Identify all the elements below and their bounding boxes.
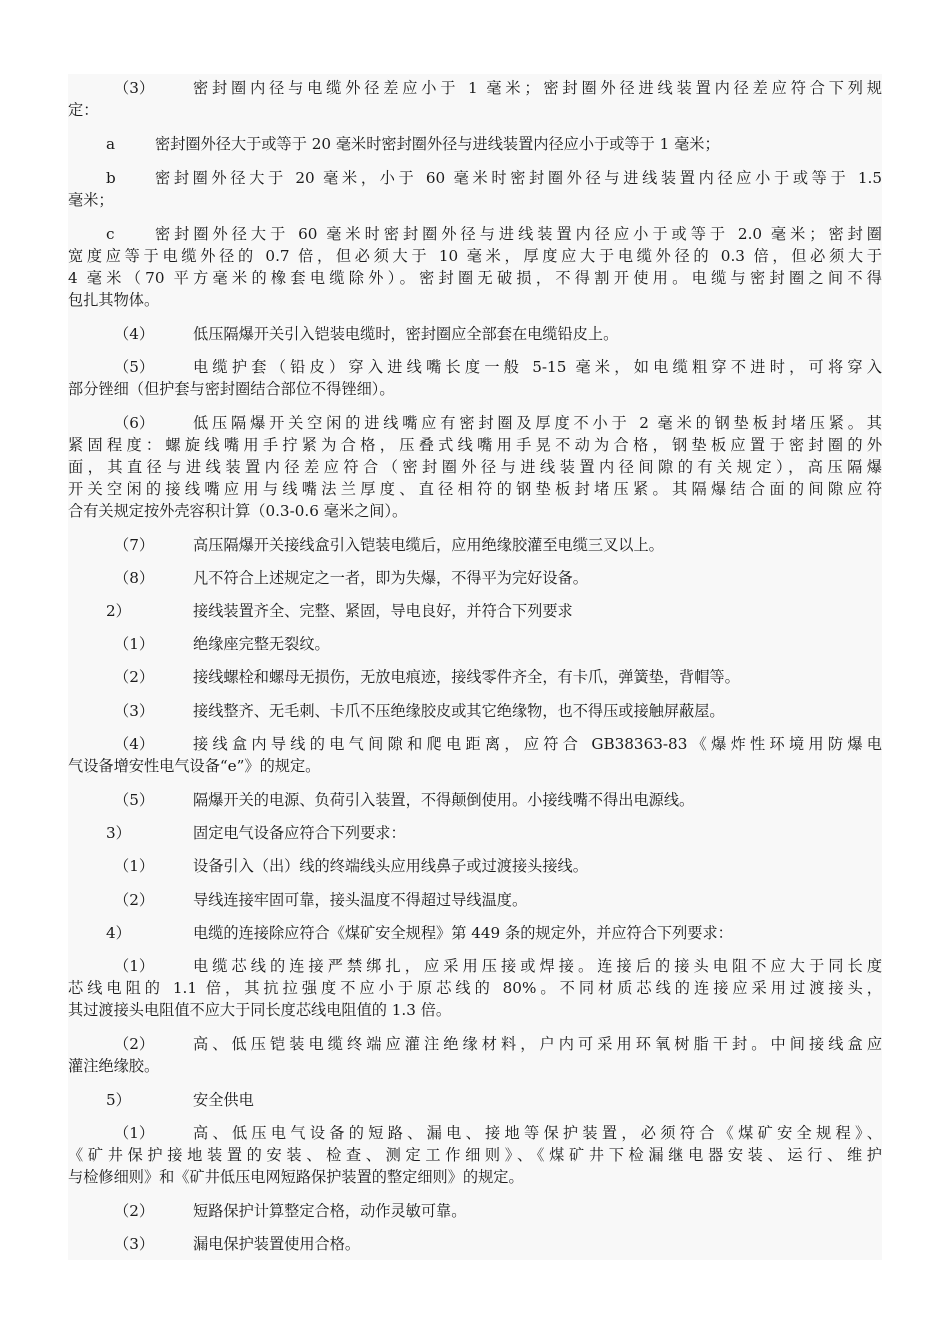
paragraph-line: 高压隔爆开关接线盒引入铠装电缆后，应用绝缘胶灌至电缆三叉以上。 — [193, 536, 664, 554]
paragraph — [68, 1089, 882, 1111]
paragraph — [68, 1233, 882, 1255]
paragraph — [68, 822, 882, 844]
item-label: 2） — [106, 602, 131, 620]
item-label: （4） — [114, 325, 155, 343]
item-label: （2） — [114, 1202, 155, 1220]
item-label: （6） — [114, 414, 155, 432]
paragraph-line: 合有关规定按外壳容积计算（0.3-0.6 毫米之间）。 — [68, 502, 408, 520]
paragraph — [68, 567, 882, 589]
paragraph-line: 电缆护套（铅皮）穿入进线嘴长度一般 5-15 毫米，如电缆粗穿不进时，可将穿入 — [193, 358, 882, 376]
paragraph — [68, 700, 882, 722]
paragraph-line: 接线装置齐全、完整、紧固，导电良好，并符合下列要求 — [193, 602, 573, 620]
item-label: （2） — [114, 1035, 155, 1053]
item-label: （8） — [114, 569, 155, 587]
item-label: 3） — [106, 824, 131, 842]
paragraph — [68, 77, 882, 121]
item-label: （1） — [114, 635, 155, 653]
paragraph-line: 芯线电阻的 1.1 倍，其抗拉强度不应小于原芯线的 80%。不同材质芯线的连接应采用过渡接头， — [68, 979, 882, 997]
paragraph-line: 密封圈外径大于 20 毫米，小于 60 毫米时密封圈外径与进线装置内径应小于或等于 1.5 — [155, 169, 882, 187]
item-label: （1） — [114, 857, 155, 875]
paragraph — [68, 666, 882, 688]
paragraph — [68, 600, 882, 622]
paragraph — [68, 223, 882, 311]
paragraph — [68, 356, 882, 400]
paragraph-line: 包扎其物体。 — [68, 291, 160, 309]
paragraph — [68, 167, 882, 211]
paragraph-line: 气设备增安性电气设备“e”》的规定。 — [68, 757, 321, 775]
paragraph — [68, 633, 882, 655]
paragraph-line: 电缆的连接除应符合《煤矿安全规程》第 449 条的规定外，并应符合下列要求： — [193, 924, 733, 942]
item-label: （2） — [114, 668, 155, 686]
paragraph-line: 凡不符合上述规定之一者，即为失爆，不得平为完好设备。 — [193, 569, 588, 587]
item-label: （1） — [114, 957, 155, 975]
paragraph — [68, 323, 882, 345]
document-page — [68, 74, 882, 1260]
item-label: 4） — [106, 924, 131, 942]
item-label: （7） — [114, 536, 155, 554]
paragraph — [68, 733, 882, 777]
item-label: （3） — [114, 1235, 155, 1253]
paragraph-line: 电缆芯线的连接严禁绑扎，应采用压接或焊接。连接后的接头电阻不应大于同长度 — [193, 957, 882, 975]
paragraph-line: 毫米； — [68, 191, 114, 209]
paragraph-line: 漏电保护装置使用合格。 — [193, 1235, 361, 1253]
paragraph — [68, 922, 882, 944]
paragraph-line: 高、低压电气设备的短路、漏电、接地等保护装置，必须符合《煤矿安全规程》、 — [193, 1124, 882, 1142]
paragraph-line: 隔爆开关的电源、负荷引入装置，不得颠倒使用。小接线嘴不得出电源线。 — [193, 791, 695, 809]
paragraph-line: 其过渡接头电阻值不应大于同长度芯线电阻值的 1.3 倍。 — [68, 1001, 452, 1019]
paragraph-line: 导线连接牢固可靠，接头温度不得超过导线温度。 — [193, 891, 528, 909]
paragraph-line: 与检修细则》和《矿井低压电网短路保护装置的整定细则》的规定。 — [68, 1168, 524, 1186]
paragraph-line: 面，其直径与进线装置内径差应符合（密封圈外径与进线装置内径间隙的有关规定），高压隔爆 — [68, 458, 882, 476]
paragraph-line: 4 毫米（70 平方毫米的橡套电缆除外）。密封圈无破损，不得割开使用。电缆与密封圈之间不得 — [68, 269, 882, 287]
paragraph-line: 密封圈外径大于 60 毫米时密封圈外径与进线装置内径应小于或等于 2.0 毫米；密封圈 — [155, 225, 882, 243]
paragraph-line: 安全供电 — [193, 1091, 254, 1109]
paragraph-line: 绝缘座完整无裂纹。 — [193, 635, 330, 653]
paragraph-line: 接线整齐、无毛刺、卡爪不压绝缘胶皮或其它绝缘物，也不得压或接触屏蔽屋。 — [193, 702, 725, 720]
paragraph-line: 紧固程度：螺旋线嘴用手拧紧为合格，压叠式线嘴用手晃不动为合格，钢垫板应置于密封圈的外 — [68, 436, 882, 454]
paragraph — [68, 955, 882, 1021]
paragraph-line: 部分锉细（但护套与密封圈结合部位不得锉细）。 — [68, 380, 395, 398]
paragraph — [68, 133, 882, 155]
item-label: （3） — [114, 702, 155, 720]
item-label: （2） — [114, 891, 155, 909]
item-label: 5） — [106, 1091, 131, 1109]
paragraph — [68, 1122, 882, 1188]
paragraph-line: 固定电气设备应符合下列要求： — [193, 824, 406, 842]
paragraph-line: 定： — [68, 101, 99, 119]
paragraph-line: 接线螺栓和螺母无损伤，无放电痕迹，接线零件齐全，有卡爪，弹簧垫，背帽等。 — [193, 668, 740, 686]
item-label: （5） — [114, 791, 155, 809]
paragraph — [68, 412, 882, 522]
paragraph-line: 密封圈内径与电缆外径差应小于 1 毫米；密封圈外径进线装置内径差应符合下列规 — [193, 79, 882, 97]
paragraph-line: 高、低压铠装电缆终端应灌注绝缘材料，户内可采用环氧树脂干封。中间接线盒应 — [193, 1035, 882, 1053]
item-label: a — [106, 135, 116, 153]
paragraph — [68, 855, 882, 877]
item-label: （1） — [114, 1124, 155, 1142]
paragraph-line: 宽度应等于电缆外径的 0.7 倍，但必须大于 10 毫米，厚度应大于电缆外径的 0.3 倍，但必须大于 — [68, 247, 882, 265]
item-label: b — [106, 169, 116, 187]
paragraph-line: 接线盒内导线的电气间隙和爬电距离，应符合 GB38363-83《爆炸性环境用防爆电 — [193, 735, 882, 753]
paragraph — [68, 534, 882, 556]
item-label: （4） — [114, 735, 155, 753]
item-label: （5） — [114, 358, 155, 376]
paragraph-line: 短路保护计算整定合格，动作灵敏可靠。 — [193, 1202, 467, 1220]
item-label: （3） — [114, 79, 155, 97]
paragraph-line: 灌注绝缘胶。 — [68, 1057, 160, 1075]
paragraph — [68, 1033, 882, 1077]
paragraph — [68, 789, 882, 811]
paragraph-line: 设备引入（出）线的终端线头应用线鼻子或过渡接头接线。 — [193, 857, 588, 875]
paragraph — [68, 1200, 882, 1222]
paragraph-line: 开关空闲的接线嘴应用与线嘴法兰厚度、直径相符的钢垫板封堵压紧。其隔爆结合面的间隙应符 — [68, 480, 882, 498]
paragraph-line: 《矿井保护接地装置的安装、检查、测定工作细则》、《煤矿井下检漏继电器安装、运行、维护 — [68, 1146, 882, 1164]
paragraph-line: 低压隔爆开关引入铠装电缆时，密封圈应全部套在电缆铅皮上。 — [193, 325, 619, 343]
paragraph — [68, 889, 882, 911]
item-label: c — [106, 225, 115, 243]
paragraph-line: 低压隔爆开关空闲的进线嘴应有密封圈及厚度不小于 2 毫米的钢垫板封堵压紧。其 — [193, 414, 882, 432]
paragraph-line: 密封圈外径大于或等于 20 毫米时密封圈外径与进线装置内径应小于或等于 1 毫米； — [155, 135, 720, 153]
